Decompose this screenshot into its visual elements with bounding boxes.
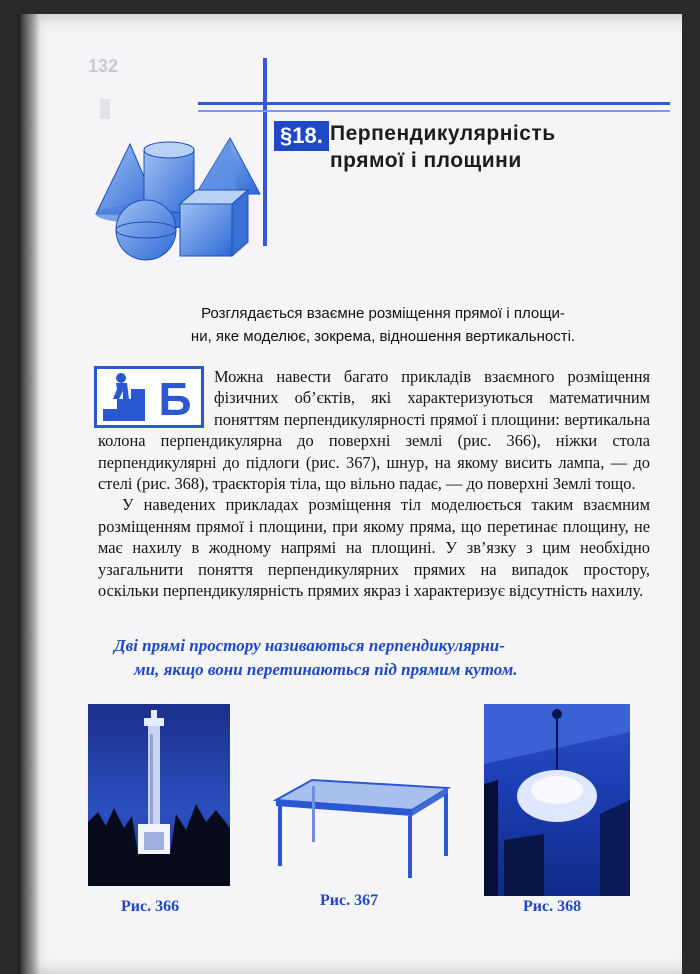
- figure-368-caption: Рис. 368: [523, 898, 582, 915]
- intro-line-1: Розглядається взаємне розміщення прямої і площи-: [201, 305, 565, 322]
- book-spine-shadow: [18, 14, 40, 974]
- geometric-solids-icon: [88, 132, 266, 264]
- figure-366-caption: Рис. 366: [121, 898, 180, 915]
- lamp-illustration: [484, 704, 630, 896]
- section-intro: [148, 302, 618, 348]
- section-title-line-1: Перпендикулярність: [330, 122, 556, 145]
- page-mark: [100, 99, 110, 119]
- header-horizontal-line-top: [198, 102, 670, 105]
- page-number: 132: [88, 56, 119, 76]
- paragraph-2: У наведених прикладах розміщення тіл моделюється таким взаємним розміщенням прямої і площини, при якому пряма, що перетинає площину, не має нахилу в жодному напрямі на площині. У зв’язку з цим необхідно узагальнити поняття перпендикулярних прямих на випадок простору, оскільки перпендикулярність прямих якраз і характеризує відсутність нахилу.: [98, 495, 650, 601]
- definition-line-1: Дві прямі простору називаються перпендикулярни-: [114, 636, 505, 655]
- figure-367-table: [272, 774, 452, 884]
- column-illustration: [88, 704, 230, 886]
- section-number-badge: §18.: [274, 121, 329, 151]
- textbook-page: [18, 14, 682, 974]
- definition-line-2: ми, якщо вони перетинаються під прямим кутом.: [134, 660, 518, 679]
- definition: [114, 634, 634, 682]
- level-letter: Б: [158, 373, 192, 425]
- intro-line-2: ни, яке моделює, зокрема, відношення вертикальності.: [190, 328, 576, 345]
- section-title-line-2: прямої і площини: [330, 149, 522, 172]
- icon-spacer: [98, 366, 214, 428]
- body-text: [98, 366, 650, 601]
- figure-366-photo: [88, 704, 230, 886]
- header-horizontal-line-bottom: [198, 110, 670, 112]
- paragraph-1: Можна навести багато прикладів взаємного розміщення фізичних об’єктів, які характеризуються математичним поняттям перпендикулярності прямої і площини: вертикальна колона перпендикулярна до поверхні землі (рис. 366), ніжки стола перпендикулярні до підлоги (рис. 367), шнур, на якому висить лампа, — до стелі (рис. 368), траєкторія тіла, що вільно падає, — до поверхні Землі тощо.: [98, 367, 650, 494]
- section-title: [330, 120, 556, 174]
- figure-367-caption: Рис. 367: [320, 892, 379, 909]
- figure-368-photo: [484, 704, 630, 896]
